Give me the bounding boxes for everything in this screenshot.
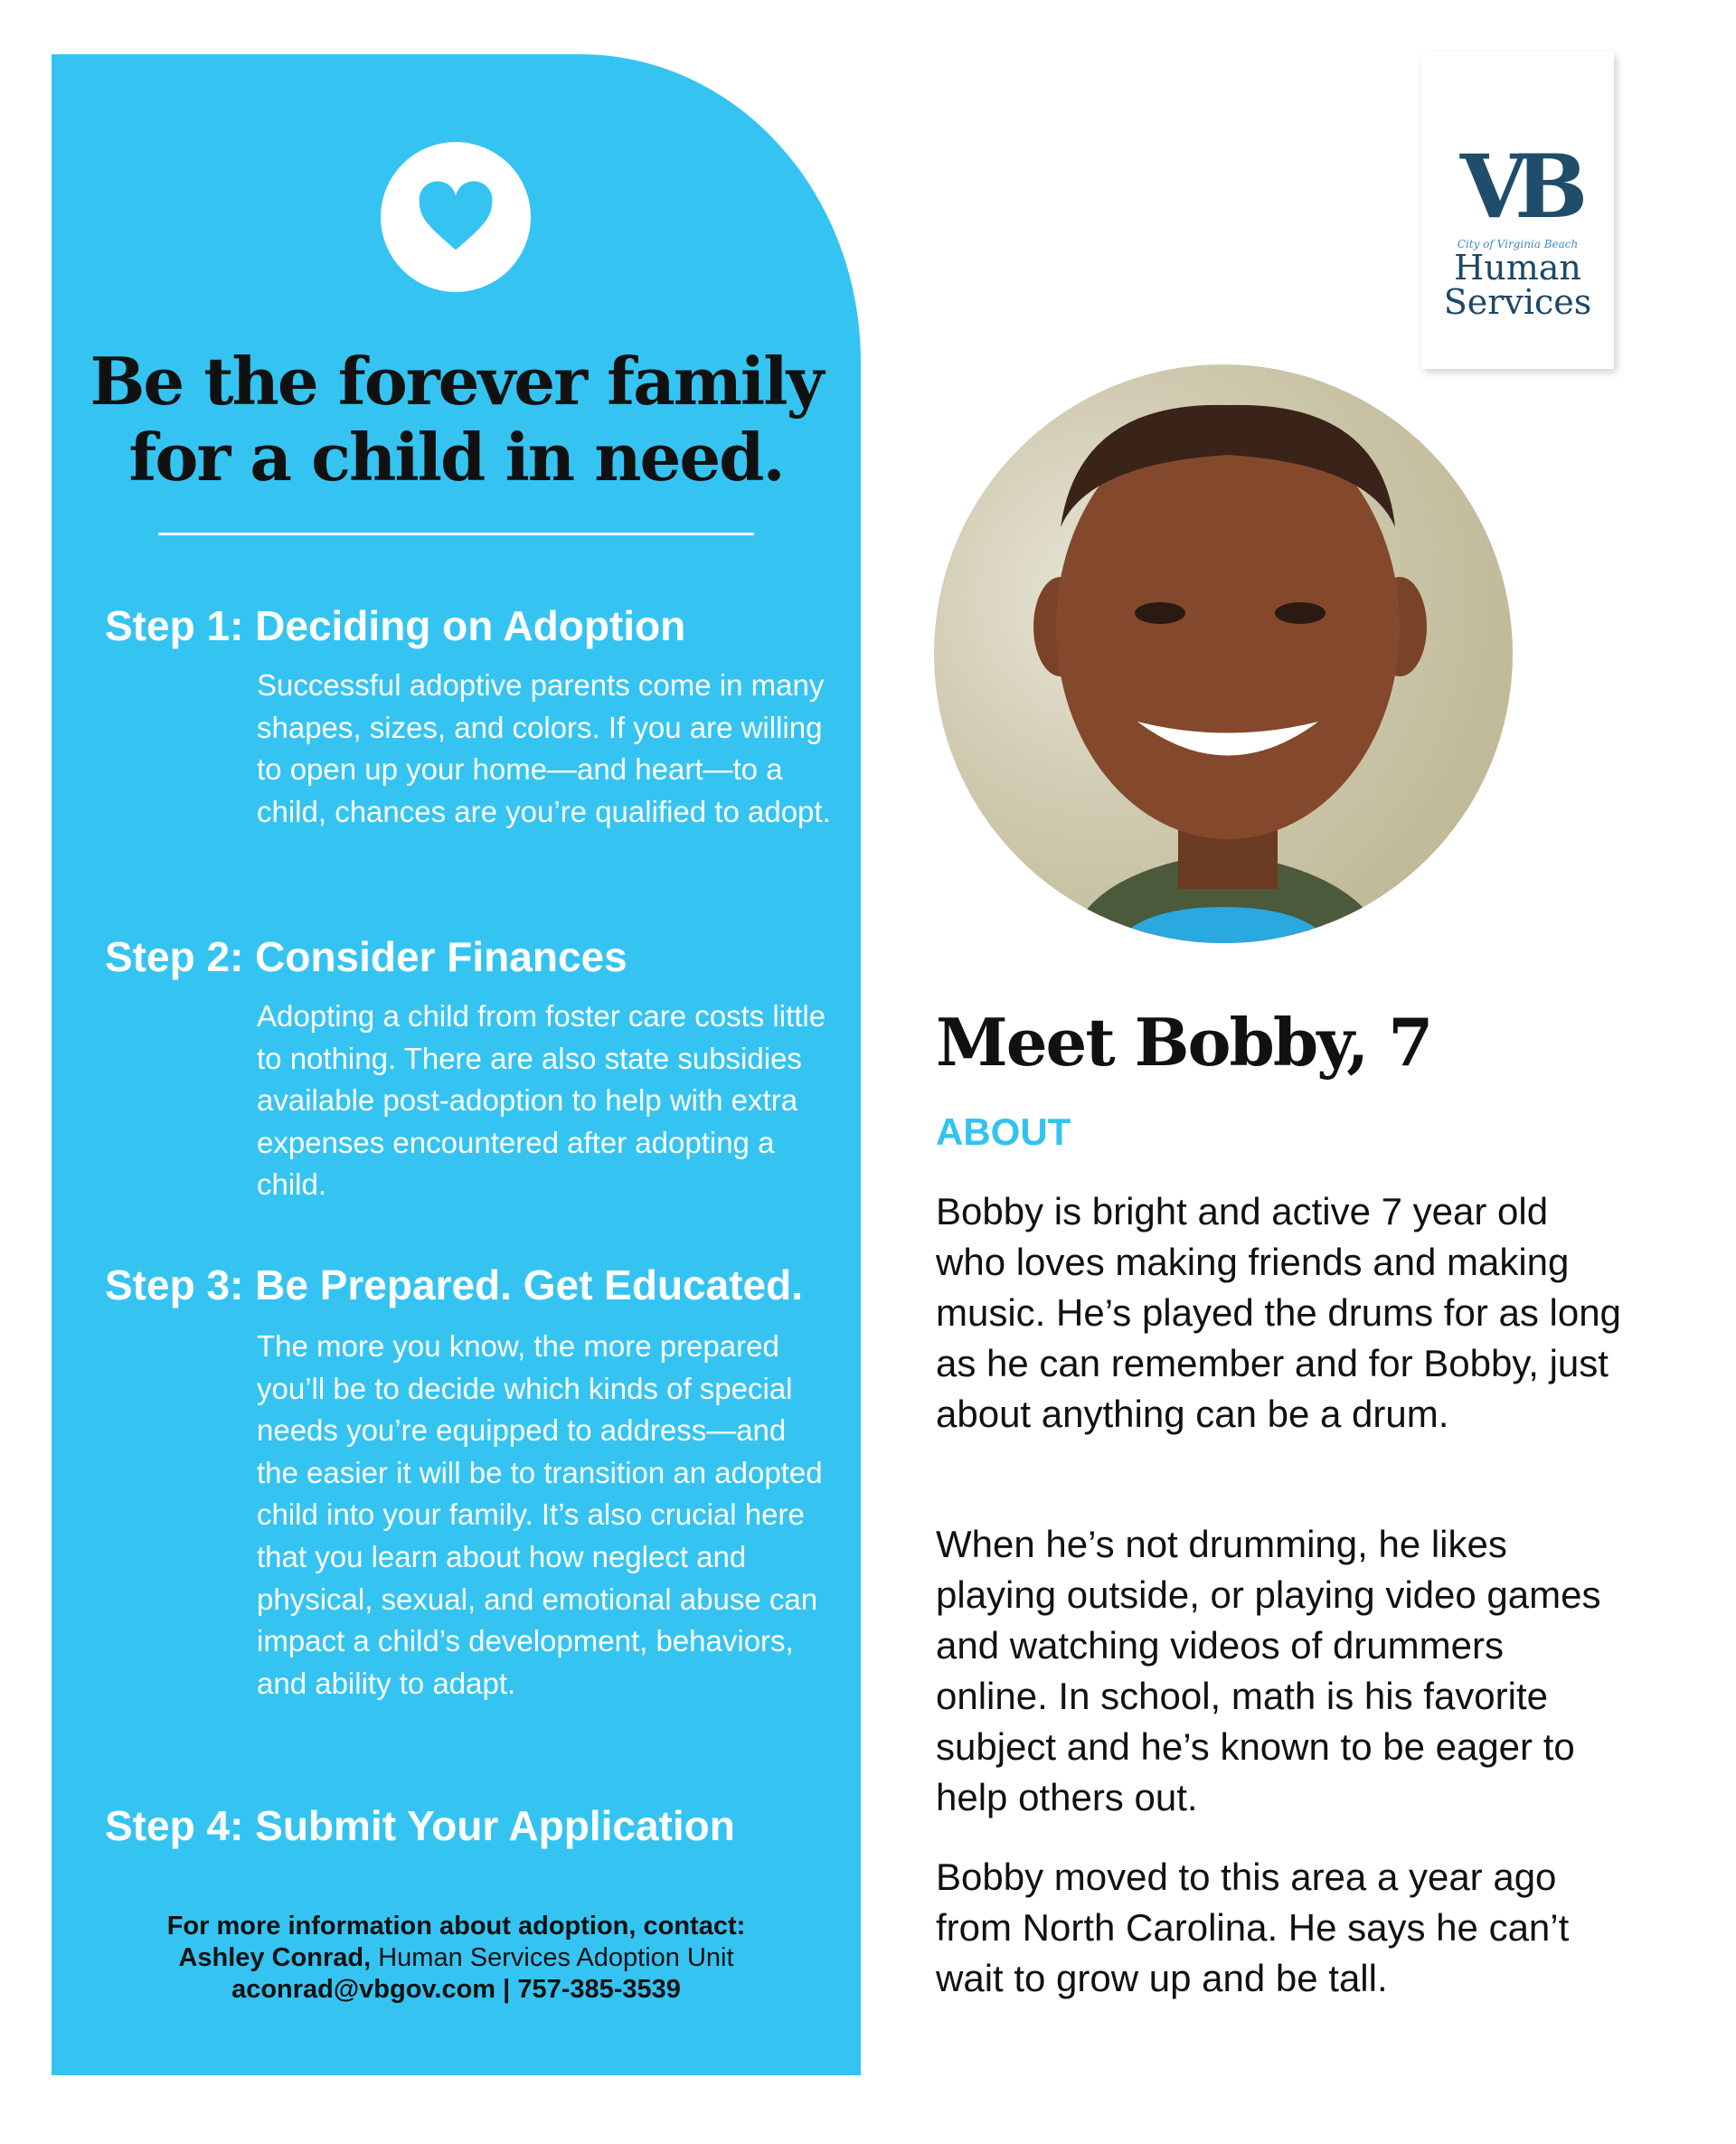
child-name-title: Meet Bobby, 7 [936, 1004, 1432, 1081]
contact-heading: For more information about adoption, contact: [166, 1912, 746, 1941]
step-1-body: Successful adoptive parents come in many shapes, sizes, and colors. If you are willing to open up your home—and heart—to a child, chances are you’re qualified to adopt. [257, 668, 831, 828]
divider [158, 533, 754, 535]
step-4-title: Step 4: Submit Your Application [105, 1802, 735, 1849]
child-photo [934, 364, 1513, 943]
step-2-body: Adopting a child from foster care costs little to nothing. There are also state subsidies available post-adoption to help with extra expenses encountered after adopting a child. [257, 999, 826, 1202]
about-paragraph-2: When he’s not drumming, he likes playing outside, or playing video games and watching videos of drummers online. In school, math is his favorite subject and he’s known to be eager to help others out. [936, 1523, 1601, 1818]
logo-city: City of Virginia Beach [1457, 238, 1579, 250]
contact-email-phone[interactable]: aconrad@vbgov.com | 757-385-3539 [231, 1975, 681, 2004]
about-paragraph-3: Bobby moved to this area a year ago from North Carolina. He says he can’t wait to grow up and be tall. [936, 1856, 1570, 1999]
vb-human-services-logo [1421, 52, 1614, 369]
heart-icon [415, 181, 496, 253]
headline-line-1: Be the forever family [90, 343, 823, 420]
logo-name-1: Human [1454, 248, 1581, 288]
logo-name-2: Services [1443, 282, 1592, 322]
step-2-title: Step 2: Consider Finances [105, 933, 627, 980]
step-3-title: Step 3: Be Prepared. Get Educated. [105, 1261, 804, 1308]
step-1-title: Step 1: Deciding on Adoption [105, 602, 686, 649]
headline-line-2: for a child in need. [128, 419, 784, 496]
headline [52, 344, 861, 496]
contact-unit: Human Services Adoption Unit [371, 1943, 734, 1972]
logo-mark: VB [1459, 136, 1576, 238]
step-3-body: The more you know, the more prepared you’ll be to decide which kinds of special needs you’re equipped to address—and the easier it will be to transition an adopted child into your family. It’s also crucial here that you learn about how neglect and physical, sexual, and emotional abuse can impact a child’s development, behaviors, and ability to adapt. [257, 1329, 823, 1700]
about-paragraph-1: Bobby is bright and active 7 year old who loves making friends and making music. He’s played the drums for as long as he can remember and for Bobby, just about anything can be a drum. [936, 1190, 1621, 1435]
heart-badge [381, 142, 531, 292]
contact-name: Ashley Conrad, [178, 1943, 372, 1972]
contact-footer [52, 1911, 861, 2006]
about-heading: ABOUT [936, 1110, 1071, 1153]
